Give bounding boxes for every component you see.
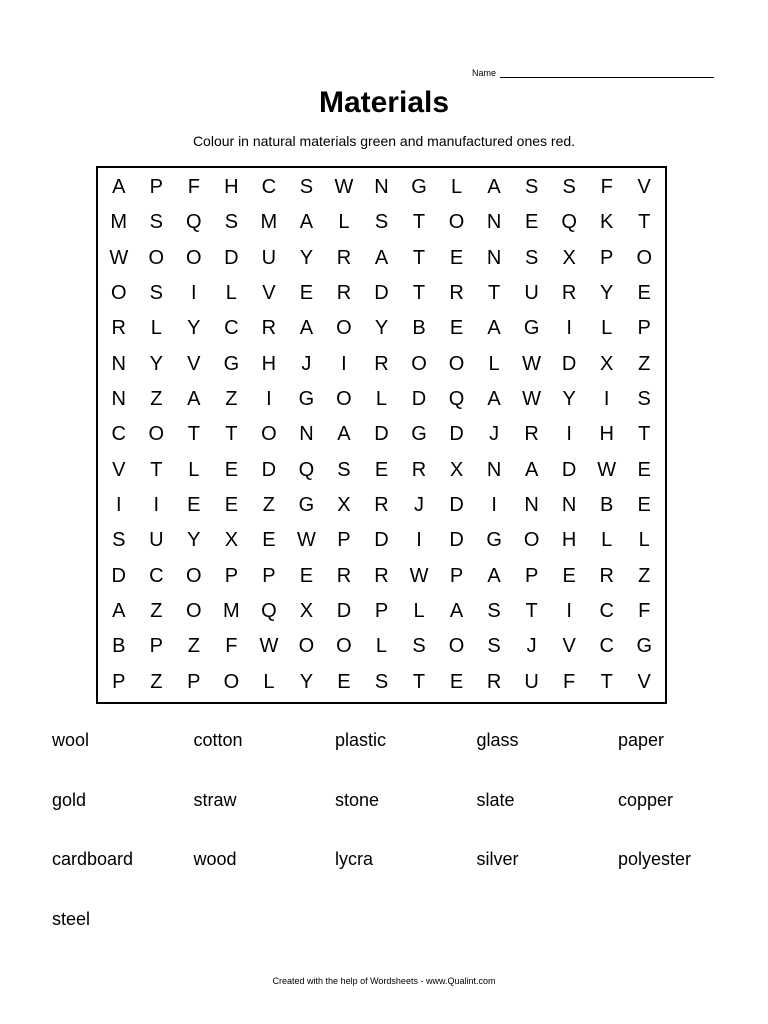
- grid-cell: N: [486, 458, 502, 481]
- grid-cell: Z: [638, 564, 651, 587]
- grid-cell: F: [563, 670, 576, 693]
- grid-cell: G: [223, 352, 240, 375]
- grid-cell: L: [225, 282, 237, 305]
- grid-cell: J: [489, 423, 500, 446]
- grid-cell: U: [261, 246, 277, 269]
- grid-cell: T: [600, 670, 613, 693]
- grid-cell: K: [600, 211, 614, 234]
- grid-cell: U: [524, 282, 539, 305]
- grid-cell: H: [599, 423, 614, 446]
- grid-cell: Y: [299, 246, 314, 269]
- grid-cell: V: [562, 635, 576, 658]
- grid-cell: V: [637, 176, 651, 199]
- grid-cell: O: [448, 635, 465, 658]
- grid-cell: R: [449, 282, 464, 305]
- grid-cell: C: [599, 635, 614, 658]
- grid-cell: F: [638, 600, 651, 623]
- grid-cell: E: [449, 670, 464, 693]
- grid-cell: E: [637, 458, 651, 481]
- grid-cell: E: [562, 564, 576, 587]
- grid-cell: R: [336, 282, 352, 305]
- grid-cell: S: [562, 176, 576, 199]
- grid-cell: W: [296, 529, 316, 552]
- grid-cell: E: [449, 317, 464, 340]
- grid-cell: I: [416, 529, 422, 552]
- word-list-item: polyester: [618, 849, 692, 869]
- grid-cell: R: [524, 423, 539, 446]
- grid-cell: M: [260, 211, 278, 234]
- grid-cell: T: [412, 670, 426, 693]
- grid-cell: L: [488, 352, 500, 375]
- grid-cell: I: [566, 317, 572, 340]
- grid-cell: E: [299, 282, 314, 305]
- grid-cell: L: [150, 317, 162, 340]
- grid-cell: E: [187, 494, 201, 517]
- grid-cell: O: [261, 423, 277, 446]
- grid-cell: L: [375, 635, 388, 658]
- grid-cell: I: [491, 494, 497, 517]
- grid-cell: I: [566, 423, 572, 446]
- grid-cell: A: [487, 176, 501, 199]
- grid-cell: R: [336, 564, 352, 587]
- grid-cell: X: [299, 600, 314, 623]
- grid-cell: T: [487, 282, 501, 305]
- grid-cell: P: [224, 564, 239, 587]
- word-list-item: slate: [476, 789, 515, 810]
- grid-cell: G: [523, 317, 540, 340]
- grid-cell: A: [487, 388, 501, 411]
- grid-cell: E: [299, 564, 314, 587]
- grid-cell: L: [601, 529, 613, 552]
- grid-cell: L: [188, 458, 200, 481]
- grid-cell: I: [341, 352, 347, 375]
- grid-cell: Z: [225, 388, 238, 411]
- grid-cell: I: [266, 388, 272, 411]
- grid-cell: D: [224, 246, 239, 269]
- grid-cell: S: [299, 176, 314, 199]
- grid-cell: O: [223, 670, 240, 693]
- grid-cell: B: [600, 494, 614, 517]
- grid-cell: X: [224, 529, 239, 552]
- grid-cell: O: [186, 564, 202, 587]
- grid-cell: V: [187, 352, 201, 375]
- grid-cell: E: [224, 458, 239, 481]
- grid-cell: U: [149, 529, 164, 552]
- grid-cell: A: [487, 564, 501, 587]
- grid-cell: O: [448, 211, 465, 234]
- grid-cell: N: [374, 176, 389, 199]
- grid-cell: T: [638, 211, 651, 234]
- grid-cell: A: [449, 600, 464, 623]
- grid-cell: O: [186, 246, 202, 269]
- grid-cell: A: [187, 388, 201, 411]
- grid-cell: J: [414, 494, 425, 517]
- grid-cell: W: [522, 352, 542, 375]
- grid-cell: E: [449, 246, 464, 269]
- grid-cell: B: [112, 635, 126, 658]
- grid-cell: W: [109, 246, 129, 269]
- grid-cell: E: [374, 458, 389, 481]
- grid-cell: P: [637, 317, 651, 340]
- grid-cell: R: [561, 282, 577, 305]
- grid-cell: N: [486, 211, 502, 234]
- grid-cell: D: [449, 494, 464, 517]
- grid-cell: E: [524, 211, 539, 234]
- grid-cell: E: [337, 670, 351, 693]
- grid-cell: I: [191, 282, 197, 305]
- grid-cell: B: [412, 317, 426, 340]
- grid-cell: D: [336, 600, 352, 623]
- grid-cell: S: [524, 176, 539, 199]
- grid-cell: R: [336, 246, 352, 269]
- grid-cell: C: [224, 317, 239, 340]
- word-list-item: steel: [52, 908, 91, 929]
- grid-cell: Y: [374, 317, 389, 340]
- grid-cell: G: [298, 388, 315, 411]
- grid-cell: Y: [562, 388, 576, 411]
- grid-cell: D: [411, 388, 427, 411]
- grid-cell: T: [525, 600, 538, 623]
- grid-cell: D: [449, 423, 464, 446]
- grid-cell: E: [224, 494, 239, 517]
- grid-cell: S: [374, 670, 389, 693]
- grid-cell: R: [374, 352, 389, 375]
- word-list-item: cardboard: [52, 849, 134, 869]
- grid-cell: W: [597, 458, 617, 481]
- grid-cell: I: [603, 388, 610, 411]
- grid-cell: O: [336, 635, 352, 658]
- word-list-item: cotton: [193, 730, 243, 750]
- grid-cell: W: [409, 564, 429, 587]
- grid-cell: Y: [187, 317, 201, 340]
- word-list-item: wood: [193, 849, 237, 869]
- grid-cell: P: [449, 564, 464, 587]
- grid-cell: R: [374, 494, 389, 517]
- grid-cell: A: [524, 458, 539, 481]
- grid-cell: C: [111, 423, 126, 446]
- grid-cell: Z: [638, 352, 651, 375]
- grid-cell: N: [111, 352, 126, 375]
- grid-cell: A: [374, 246, 389, 269]
- grid-cell: P: [149, 635, 163, 658]
- grid-cell: O: [298, 635, 315, 658]
- grid-cell: F: [187, 176, 200, 199]
- instructions-text: Colour in natural materials green and manufactured ones red.: [192, 133, 576, 149]
- grid-cell: G: [411, 176, 427, 199]
- grid-cell: G: [636, 635, 652, 658]
- grid-cell: S: [487, 635, 501, 658]
- word-list-item: silver: [476, 849, 519, 869]
- grid-cell: P: [600, 246, 614, 269]
- grid-cell: I: [153, 494, 160, 517]
- grid-cell: D: [261, 458, 277, 481]
- grid-cell: Y: [299, 670, 314, 693]
- word-list-item: plastic: [335, 730, 387, 750]
- grid-cell: S: [374, 211, 389, 234]
- grid-cell: O: [110, 282, 127, 305]
- grid-cell: T: [187, 423, 200, 446]
- grid-cell: J: [526, 635, 537, 658]
- grid-cell: Q: [186, 211, 202, 234]
- grid-cell: E: [262, 529, 276, 552]
- name-field: [472, 68, 714, 78]
- grid-cell: S: [337, 458, 351, 481]
- grid-cell: C: [599, 600, 614, 623]
- word-search-grid: [96, 166, 667, 704]
- grid-cell: T: [412, 211, 426, 234]
- grid-cell: P: [262, 564, 276, 587]
- grid-cell: F: [600, 176, 613, 199]
- grid-cell: Y: [600, 282, 614, 305]
- grid-cell: Y: [149, 352, 163, 375]
- grid-cell: G: [486, 529, 502, 552]
- grid-cell: A: [112, 176, 126, 199]
- grid-cell: L: [375, 388, 388, 411]
- grid-cell: N: [299, 423, 314, 446]
- grid-cell: N: [486, 246, 502, 269]
- grid-cell: S: [524, 246, 539, 269]
- grid-cell: P: [374, 600, 389, 623]
- word-list-item: stone: [335, 789, 380, 810]
- grid-cell: N: [561, 494, 577, 517]
- grid-cell: A: [337, 423, 351, 446]
- grid-cell: R: [486, 670, 502, 693]
- grid-cell: Z: [262, 494, 275, 517]
- grid-cell: L: [601, 317, 613, 340]
- name-label: Name: [472, 68, 497, 78]
- grid-cell: D: [561, 458, 577, 481]
- grid-cell: T: [225, 423, 238, 446]
- grid-cell: O: [336, 317, 352, 340]
- page-title: Materials: [318, 86, 450, 119]
- grid-cell: O: [148, 423, 165, 446]
- grid-cell: T: [412, 246, 426, 269]
- grid-cell: S: [112, 529, 126, 552]
- grid-cell: Z: [150, 600, 163, 623]
- grid-cell: O: [636, 246, 652, 269]
- grid-cell: H: [561, 529, 577, 552]
- grid-cell: R: [261, 317, 277, 340]
- grid-cell: L: [338, 211, 350, 234]
- grid-cell: U: [524, 670, 539, 693]
- grid-cell: V: [112, 458, 126, 481]
- grid-cell: V: [637, 670, 651, 693]
- grid-cell: L: [263, 670, 275, 693]
- grid-cell: L: [638, 529, 650, 552]
- grid-cell: P: [187, 670, 201, 693]
- grid-cell: O: [411, 352, 427, 375]
- grid-cell: M: [223, 600, 240, 623]
- grid-cell: X: [449, 458, 464, 481]
- grid-cell: C: [261, 176, 277, 199]
- grid-cell: Z: [187, 635, 200, 658]
- grid-cell: L: [413, 600, 425, 623]
- grid-cell: S: [149, 282, 163, 305]
- grid-cell: Z: [150, 388, 163, 411]
- grid-cell: G: [298, 494, 315, 517]
- grid-cell: F: [225, 635, 238, 658]
- grid-cell: W: [522, 388, 542, 411]
- grid-cell: R: [374, 564, 389, 587]
- grid-cell: Q: [448, 388, 465, 411]
- grid-cell: S: [149, 211, 163, 234]
- grid-cell: Q: [261, 600, 277, 623]
- grid-cell: Y: [187, 529, 201, 552]
- grid-cell: P: [149, 176, 163, 199]
- grid-cell: A: [487, 317, 501, 340]
- grid-cell: A: [299, 317, 314, 340]
- grid-cell: X: [600, 352, 614, 375]
- grid-cell: S: [412, 635, 426, 658]
- grid-cell: Q: [298, 458, 315, 481]
- grid-cell: M: [110, 211, 128, 234]
- grid-cell: S: [637, 388, 651, 411]
- grid-cell: P: [112, 670, 126, 693]
- grid-cell: T: [150, 458, 163, 481]
- grid-cell: W: [334, 176, 354, 199]
- word-list-item: paper: [618, 730, 665, 750]
- name-underline: [500, 69, 714, 78]
- grid-cell: R: [111, 317, 126, 340]
- word-list-item: straw: [193, 789, 237, 810]
- grid-cell: N: [111, 388, 126, 411]
- grid-cell: E: [637, 282, 651, 305]
- word-list-item: glass: [476, 730, 519, 750]
- grid-cell: D: [449, 529, 464, 552]
- grid-cell: S: [224, 211, 239, 234]
- grid-cell: R: [411, 458, 427, 481]
- grid-cell: H: [261, 352, 277, 375]
- grid-cell: G: [411, 423, 427, 446]
- grid-cell: O: [448, 352, 465, 375]
- grid-cell: P: [524, 564, 539, 587]
- grid-cell: O: [186, 600, 202, 623]
- grid-cell: A: [112, 600, 126, 623]
- grid-cell: E: [637, 494, 651, 517]
- grid-cell: R: [599, 564, 614, 587]
- grid-cell: W: [259, 635, 279, 658]
- word-list-item: wool: [52, 730, 90, 750]
- grid-cell: O: [148, 246, 165, 269]
- grid-cell: S: [487, 600, 501, 623]
- grid-cell: D: [374, 282, 389, 305]
- grid-cell: T: [638, 423, 651, 446]
- grid-cell: T: [412, 282, 426, 305]
- grid-cell: O: [336, 388, 352, 411]
- footer-credit: Created with the help of Wordsheets - www.Qualint.com: [272, 976, 496, 986]
- grid-cell: O: [523, 529, 540, 552]
- grid-cell: X: [562, 246, 576, 269]
- grid-cell: I: [566, 600, 572, 623]
- grid-cell: I: [115, 494, 122, 517]
- word-list-item: gold: [52, 789, 87, 810]
- grid-cell: V: [262, 282, 276, 305]
- word-list-item: lycra: [335, 849, 374, 869]
- grid-cell: C: [149, 564, 164, 587]
- word-list: [52, 726, 762, 964]
- grid-cell: A: [299, 211, 314, 234]
- grid-cell: X: [337, 494, 351, 517]
- grid-cell: D: [561, 352, 577, 375]
- grid-cell: P: [337, 529, 351, 552]
- grid-cell: H: [224, 176, 239, 199]
- grid-cell: L: [451, 176, 463, 199]
- grid-cell: Z: [150, 670, 163, 693]
- grid-cell: J: [301, 352, 312, 375]
- grid-cell: D: [111, 564, 126, 587]
- grid-cell: N: [524, 494, 539, 517]
- grid-cell: Q: [561, 211, 577, 234]
- grid-cell: D: [374, 423, 389, 446]
- word-list-item: copper: [618, 789, 674, 810]
- grid-cell: D: [374, 529, 389, 552]
